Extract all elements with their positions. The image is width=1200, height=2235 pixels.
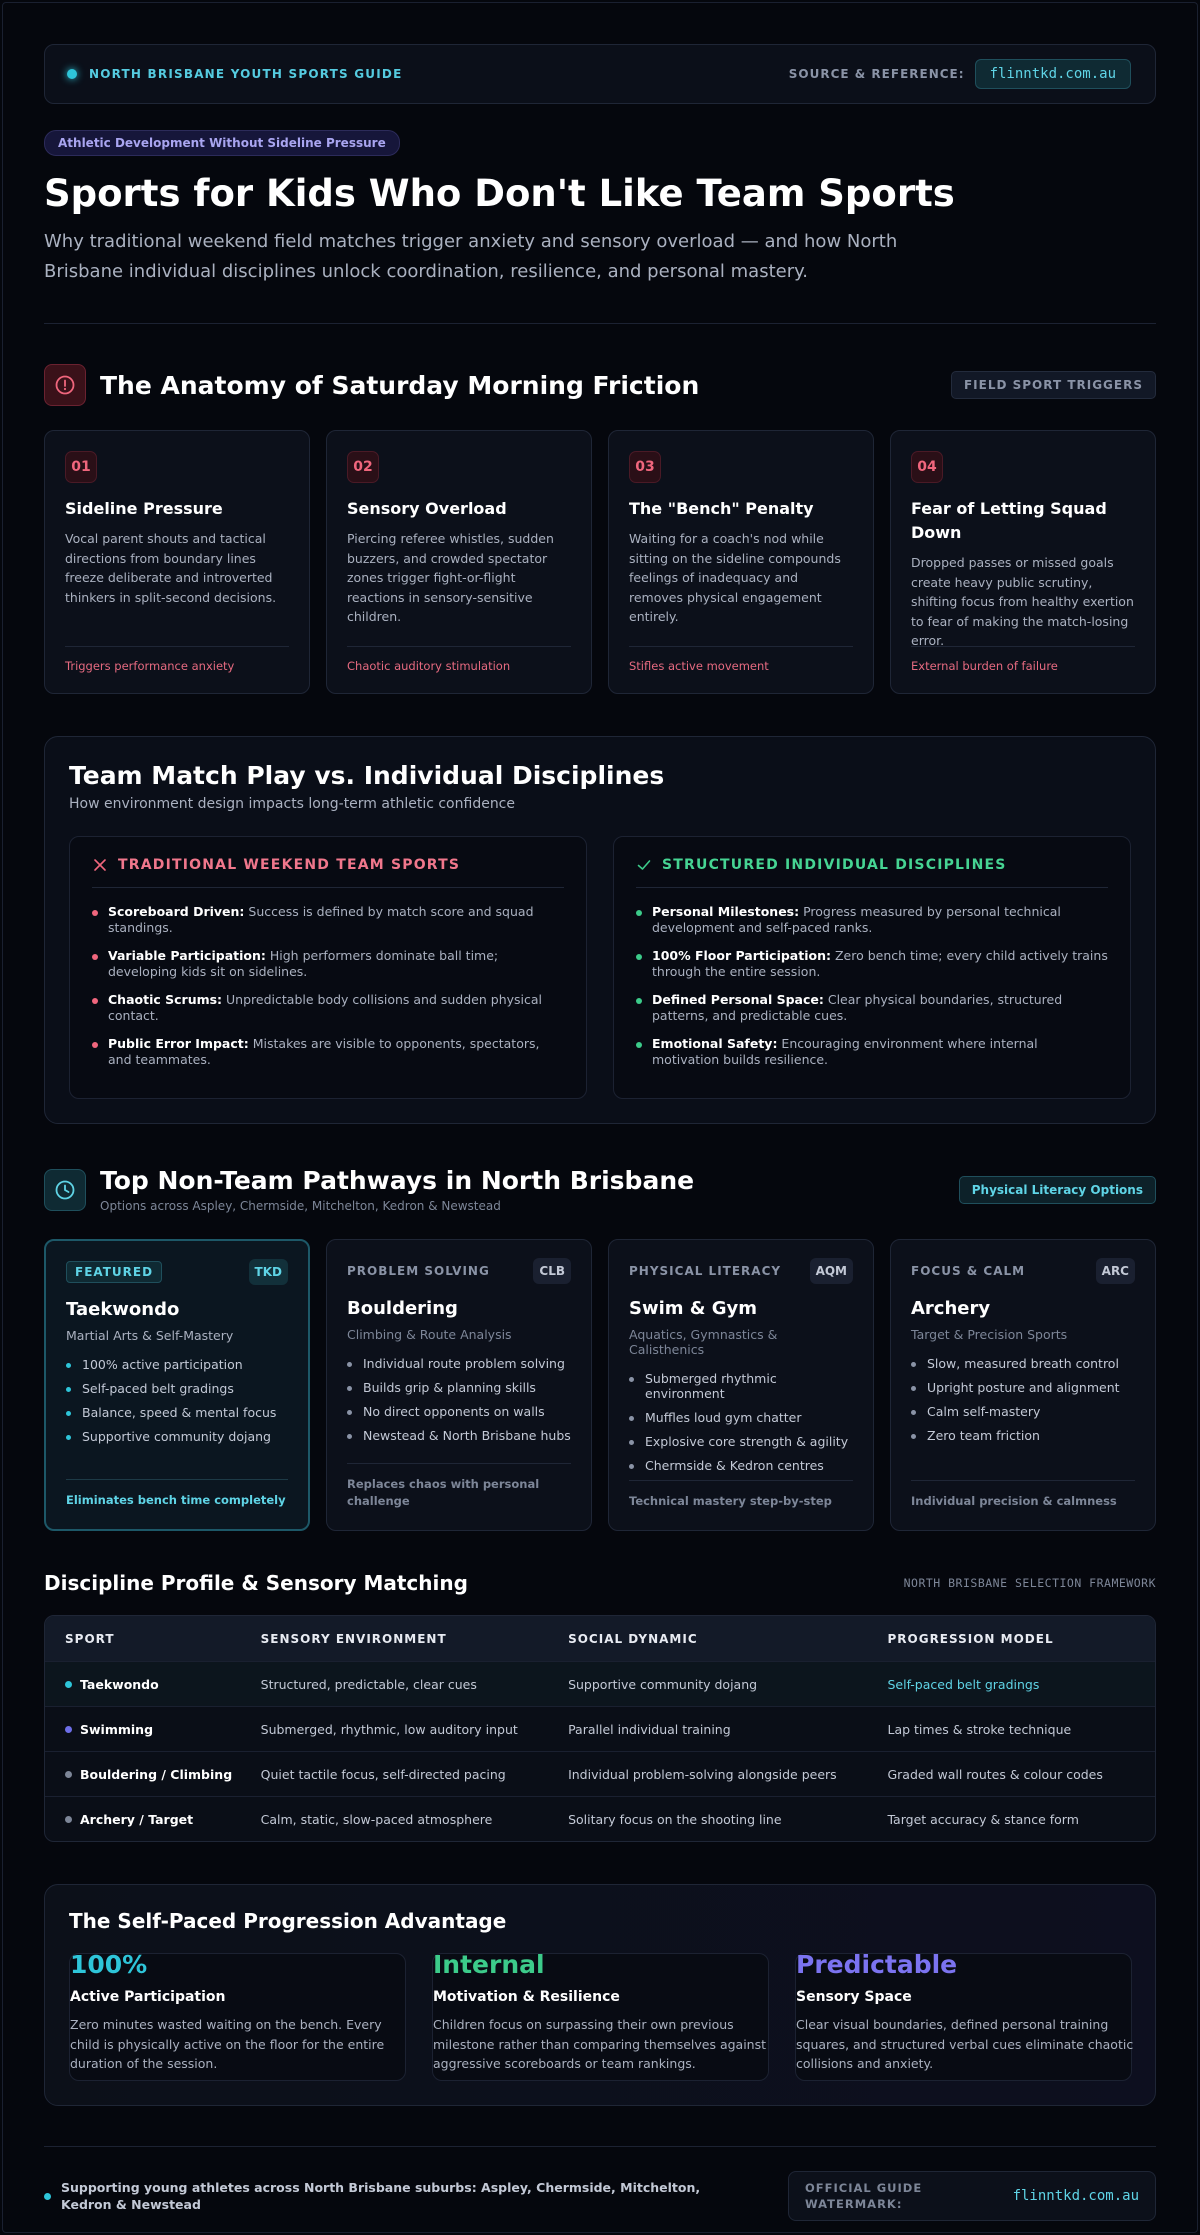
- list-item: Slow, measured breath control: [911, 1356, 1135, 1371]
- card-number: 01: [65, 451, 97, 483]
- comparison-title: Team Match Play vs. Individual Disciplines: [69, 761, 665, 790]
- individual-disciplines-heading: STRUCTURED INDIVIDUAL DISCIPLINES: [662, 857, 1007, 873]
- list-item: Balance, speed & mental focus: [66, 1405, 288, 1420]
- stat-value: Predictable: [796, 1950, 958, 1979]
- list-item: Submerged rhythmic environment: [629, 1371, 853, 1401]
- card-footer: Triggers performance anxiety: [65, 646, 289, 673]
- table-cell: Solitary focus on the shooting line: [568, 1811, 782, 1827]
- card-footer: Technical mastery step-by-step: [629, 1480, 853, 1510]
- column-header: SPORT: [65, 1631, 115, 1646]
- hero-tag-pill: Athletic Development Without Sideline Pressure: [44, 130, 400, 156]
- table-cell: Calm, static, slow-paced atmosphere: [260, 1811, 493, 1827]
- card-footer: External burden of failure: [911, 646, 1135, 673]
- friction-section-header: [44, 364, 1156, 406]
- list-item: Zero team friction: [911, 1428, 1135, 1443]
- list-item: Explosive core strength & agility: [629, 1434, 853, 1449]
- card-category: PROBLEM SOLVING: [347, 1264, 490, 1278]
- sport-code-badge: TKD: [249, 1259, 288, 1285]
- table-row: [45, 1706, 1155, 1751]
- list-item: 100% Floor Participation: Zero bench time; every child actively trains through the entire session.: [636, 948, 1108, 980]
- card-description: Piercing referee whistles, sudden buzzers, and crowded spectator zones trigger fight-or-flight reactions in sensory-sensitive children.: [347, 531, 554, 624]
- dot-icon: [65, 1681, 72, 1688]
- list-item: Individual route problem solving: [347, 1356, 571, 1371]
- watermark-label: OFFICIAL GUIDE WATERMARK:: [805, 2181, 923, 2211]
- card-title: Fear of Letting Squad Down: [911, 499, 1107, 542]
- stat-label: Motivation & Resilience: [433, 1989, 620, 2005]
- table-row: [45, 1661, 1155, 1706]
- status-dot-icon: [67, 69, 77, 79]
- dot-icon: [65, 1816, 72, 1823]
- source-label: SOURCE & REFERENCE:: [788, 67, 965, 81]
- source-reference: [789, 59, 1131, 89]
- team-sports-heading: TRADITIONAL WEEKEND TEAM SPORTS: [118, 857, 461, 873]
- list-item: Chermside & Kedron centres: [629, 1458, 853, 1473]
- brand-title: NORTH BRISBANE YOUTH SPORTS GUIDE: [89, 67, 403, 81]
- card-title: Sensory Overload: [347, 499, 507, 518]
- card-title: Bouldering: [347, 1298, 458, 1319]
- list-item: 100% active participation: [66, 1357, 288, 1372]
- card-title: Archery: [911, 1298, 991, 1319]
- list-item: Calm self-mastery: [911, 1404, 1135, 1419]
- page-title: Sports for Kids Who Don't Like Team Sports: [44, 172, 955, 215]
- table-row: [45, 1751, 1155, 1796]
- table-cell: Graded wall routes & colour codes: [887, 1766, 1103, 1782]
- list-item: Defined Personal Space: Clear physical boundaries, structured patterns, and predictable cues.: [636, 992, 1108, 1024]
- card-subtitle: Aquatics, Gymnastics & Calisthenics: [629, 1327, 778, 1357]
- brand: [67, 67, 402, 81]
- pathways-section-title: Top Non-Team Pathways in North Brisbane: [100, 1166, 695, 1195]
- individual-disciplines-column: [613, 836, 1131, 1099]
- sport-code-badge: CLB: [533, 1258, 571, 1284]
- card-subtitle: Climbing & Route Analysis: [347, 1327, 512, 1342]
- card-title: The "Bench" Penalty: [629, 499, 814, 518]
- column-header: SOCIAL DYNAMIC: [568, 1631, 698, 1646]
- list-item: Builds grip & planning skills: [347, 1380, 571, 1395]
- table-tag: NORTH BRISBANE SELECTION FRAMEWORK: [903, 1576, 1156, 1590]
- table-cell: Submerged, rhythmic, low auditory input: [260, 1721, 518, 1737]
- clock-icon: [44, 1169, 86, 1211]
- source-link[interactable]: flinntkd.com.au: [975, 59, 1131, 89]
- stat-value: 100%: [70, 1950, 148, 1979]
- card-number: 03: [629, 451, 661, 483]
- card-footer: Replaces chaos with personal challenge: [347, 1463, 571, 1510]
- featured-badge: FEATURED: [66, 1261, 162, 1283]
- card-footer: Stifles active movement: [629, 646, 853, 673]
- column-header: SENSORY ENVIRONMENT: [260, 1631, 447, 1646]
- card-description: Dropped passes or missed goals create heavy public scrutiny, shifting focus from healthy exertion to fear of making the match-losing error.: [911, 555, 1134, 648]
- card-footer: Eliminates bench time completely: [66, 1479, 288, 1509]
- sport-name: Swimming: [80, 1721, 154, 1737]
- table-cell: Parallel individual training: [568, 1721, 731, 1737]
- friction-section-title: The Anatomy of Saturday Morning Friction: [100, 370, 700, 400]
- top-bar: [44, 44, 1156, 104]
- pathway-card-grid: [44, 1239, 1156, 1531]
- card-title: Sideline Pressure: [65, 499, 223, 518]
- card-title: Swim & Gym: [629, 1298, 758, 1319]
- table-cell: Individual problem-solving alongside peers: [568, 1766, 837, 1782]
- table-section-header: [44, 1571, 1156, 1595]
- card-category: PHYSICAL LITERACY: [629, 1264, 782, 1278]
- footer: [44, 2171, 1156, 2221]
- sport-code-badge: AQM: [810, 1258, 853, 1284]
- pathway-card-swim-gym[interactable]: [608, 1239, 874, 1531]
- table-cell: Supportive community dojang: [568, 1676, 758, 1692]
- discipline-table: [44, 1615, 1156, 1842]
- table-cell: Lap times & stroke technique: [887, 1721, 1072, 1737]
- divider: [44, 323, 1156, 324]
- sport-name: Bouldering / Climbing: [80, 1766, 233, 1782]
- card-number: 04: [911, 451, 943, 483]
- list-item: Personal Milestones: Progress measured by personal technical development and self-paced ranks.: [636, 904, 1108, 936]
- card-description: Waiting for a coach's nod while sitting on the sideline compounds feelings of inadequacy and removes physical engagement entirely.: [629, 531, 841, 624]
- comparison-subtitle: How environment design impacts long-term athletic confidence: [69, 796, 515, 812]
- alert-circle-icon: [44, 364, 86, 406]
- stat-label: Active Participation: [70, 1989, 226, 2005]
- stat-card: [795, 1950, 1134, 2081]
- pathways-section-tag: Physical Literacy Options: [959, 1176, 1156, 1204]
- table-cell: Structured, predictable, clear cues: [260, 1676, 477, 1692]
- sport-code-badge: ARC: [1096, 1258, 1135, 1284]
- friction-card: [44, 430, 310, 694]
- friction-card: [890, 430, 1156, 694]
- card-footer: Chaotic auditory stimulation: [347, 646, 571, 673]
- list-item: Scoreboard Driven: Success is defined by match score and squad standings.: [92, 904, 564, 936]
- close-icon: [92, 857, 108, 873]
- list-item: Self-paced belt gradings: [66, 1381, 288, 1396]
- pathway-card-taekwondo[interactable]: [44, 1239, 310, 1531]
- watermark-link[interactable]: flinntkd.com.au: [1012, 2188, 1139, 2204]
- team-sports-column: [69, 836, 587, 1099]
- check-icon: [636, 857, 652, 873]
- list-item: Public Error Impact: Mistakes are visible to opponents, spectators, and teammates.: [92, 1036, 564, 1068]
- list-item: Variable Participation: High performers dominate ball time; developing kids sit on sidelines.: [92, 948, 564, 980]
- card-footer: Individual precision & calmness: [911, 1480, 1135, 1510]
- pathway-card-bouldering[interactable]: [326, 1239, 592, 1531]
- stat-label: Sensory Space: [796, 1989, 912, 2005]
- comparison-panel: [44, 736, 1156, 1124]
- footer-text: Supporting young athletes across North Brisbane suburbs: Aspley, Chermside, Mitchelton, Kedron & Newstead: [61, 2180, 701, 2212]
- list-item: Emotional Safety: Encouraging environment where internal motivation builds resilience.: [636, 1036, 1108, 1068]
- pathways-section-header: [44, 1166, 1156, 1213]
- list-item: Supportive community dojang: [66, 1429, 288, 1444]
- progression-panel: [44, 1884, 1156, 2106]
- card-number: 02: [347, 451, 379, 483]
- column-header: PROGRESSION MODEL: [887, 1631, 1054, 1646]
- page-subtitle: Why traditional weekend field matches trigger anxiety and sensory overload — and how North Brisbane individual disciplines unlock coordination, resilience, and personal mastery.: [44, 231, 898, 282]
- pathways-section-subtitle: Options across Aspley, Chermside, Mitchelton, Kedron & Newstead: [100, 1199, 501, 1213]
- friction-card: [608, 430, 874, 694]
- table-row: [45, 1796, 1155, 1841]
- progression-title: The Self-Paced Progression Advantage: [69, 1909, 507, 1933]
- dot-icon: [65, 1771, 72, 1778]
- list-item: No direct opponents on walls: [347, 1404, 571, 1419]
- card-title: Taekwondo: [66, 1299, 180, 1320]
- list-item: Newstead & North Brisbane hubs: [347, 1428, 571, 1443]
- card-category: FOCUS & CALM: [911, 1264, 1026, 1278]
- card-subtitle: Target & Precision Sports: [911, 1327, 1068, 1342]
- dot-icon: [65, 1726, 72, 1733]
- table-cell: Target accuracy & stance form: [887, 1811, 1079, 1827]
- page-content: [44, 44, 1156, 2221]
- stat-description: Children focus on surpassing their own previous milestone rather than comparing themselves against aggressive scoreboards or team rankings.: [433, 2017, 767, 2071]
- divider: [44, 2146, 1156, 2147]
- stat-value: Internal: [433, 1950, 545, 1979]
- list-item: Muffles loud gym chatter: [629, 1410, 853, 1425]
- friction-section-tag: FIELD SPORT TRIGGERS: [951, 371, 1156, 399]
- dot-icon: [44, 2193, 51, 2200]
- table-title: Discipline Profile & Sensory Matching: [44, 1571, 468, 1595]
- stat-description: Zero minutes wasted waiting on the bench. Every child is physically active on the floor for the entire duration of the session.: [70, 2017, 385, 2071]
- card-subtitle: Martial Arts & Self-Mastery: [66, 1328, 234, 1343]
- card-description: Vocal parent shouts and tactical directions from boundary lines freeze deliberate and introverted thinkers in split-second decisions.: [65, 531, 277, 605]
- stat-card: [432, 1950, 769, 2081]
- friction-card-grid: [44, 430, 1156, 694]
- stat-card: [69, 1950, 406, 2081]
- table-header-row: [45, 1616, 1155, 1661]
- friction-card: [326, 430, 592, 694]
- pathway-card-archery[interactable]: [890, 1239, 1156, 1531]
- list-item: Upright posture and alignment: [911, 1380, 1135, 1395]
- watermark-box: [788, 2171, 1156, 2221]
- table-cell: Self-paced belt gradings: [887, 1676, 1040, 1692]
- sport-name: Archery / Target: [80, 1811, 194, 1827]
- stat-description: Clear visual boundaries, defined personal training squares, and structured verbal cues eliminate chaotic collisions and anxiety.: [796, 2017, 1134, 2071]
- sport-name: Taekwondo: [80, 1676, 159, 1692]
- list-item: Chaotic Scrums: Unpredictable body collisions and sudden physical contact.: [92, 992, 564, 1024]
- table-cell: Quiet tactile focus, self-directed pacing: [260, 1766, 506, 1782]
